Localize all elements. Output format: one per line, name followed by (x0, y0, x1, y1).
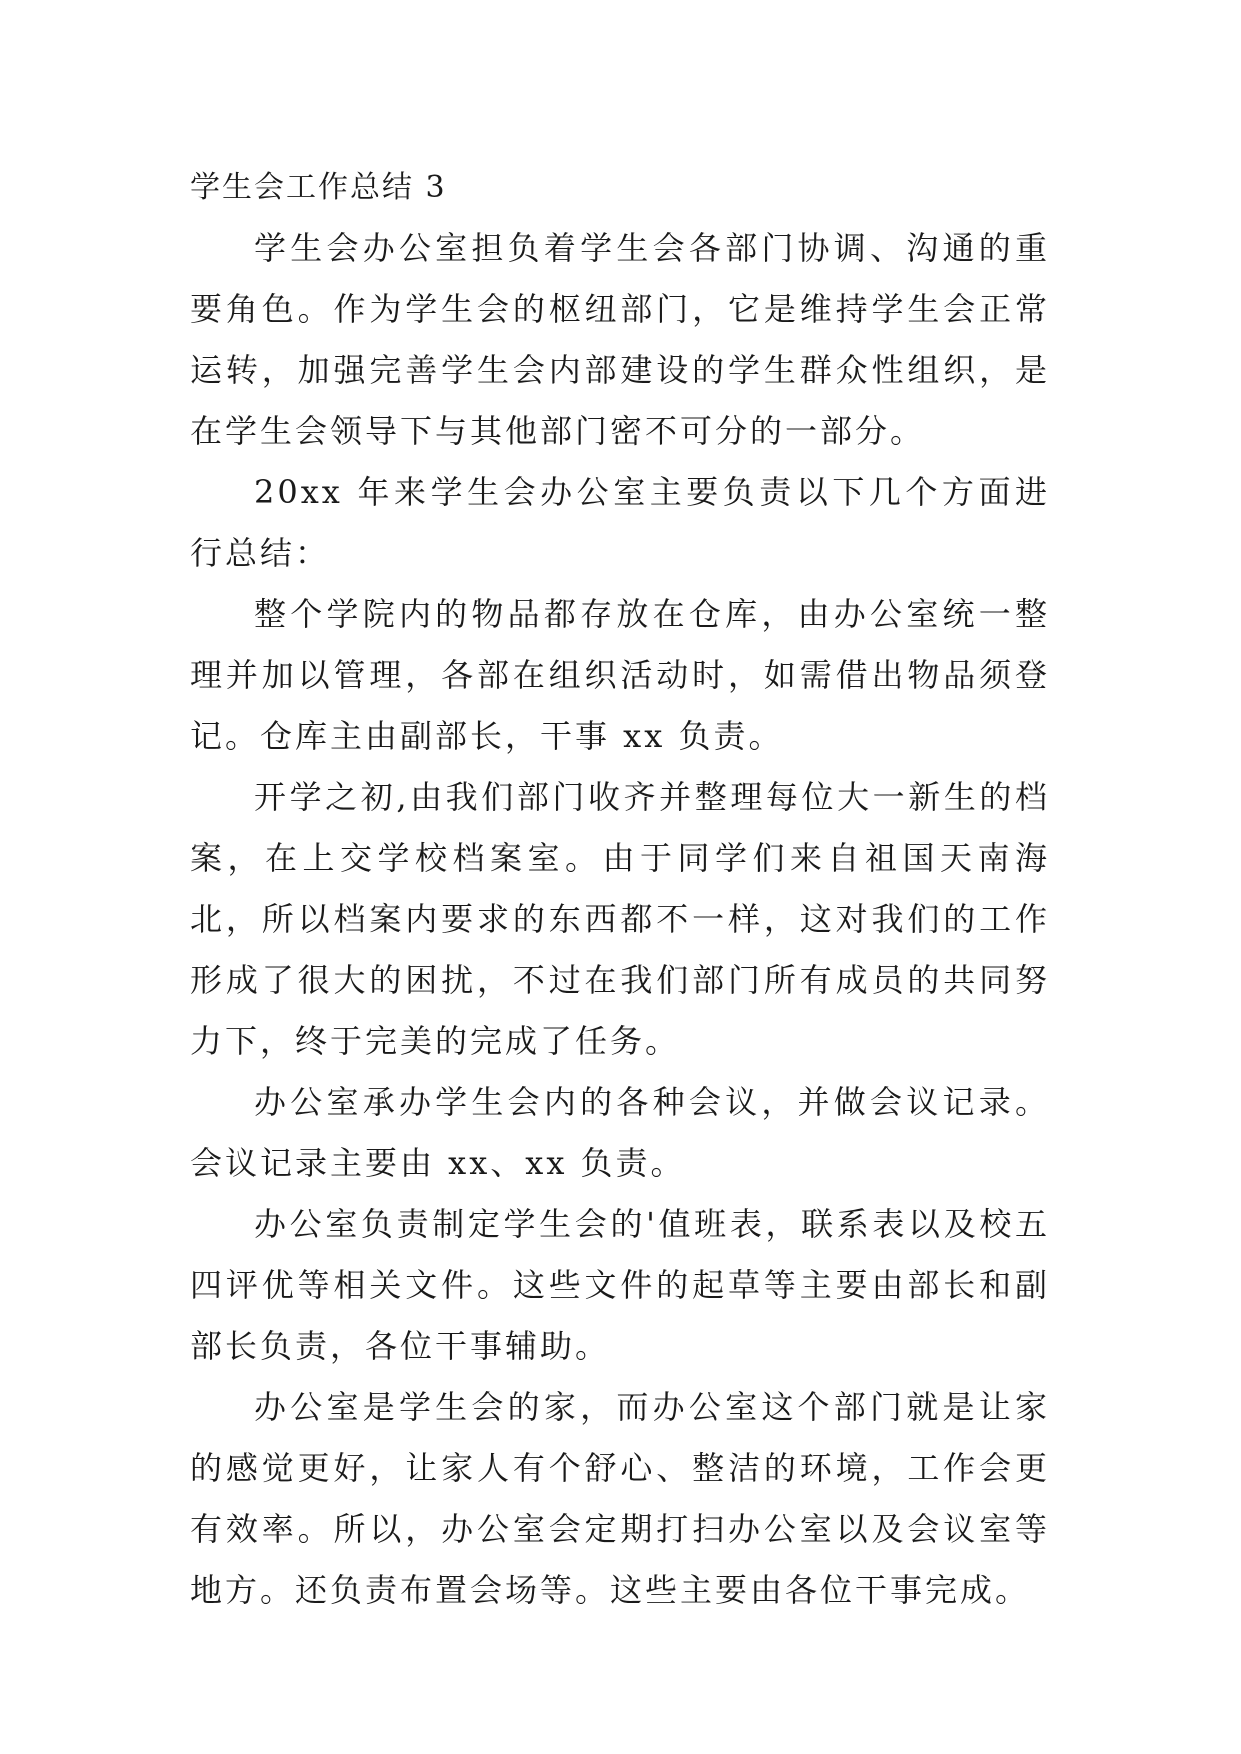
paragraph-3: 整个学院内的物品都存放在仓库，由办公室统一整理并加以管理，各部在组织活动时，如需借出物品须登记。仓库主由副部长，干事 xx 负责。 (190, 595, 1050, 755)
paragraph-7: 办公室是学生会的家，而办公室这个部门就是让家的感觉更好，让家人有个舒心、整洁的环境，工作会更有效率。所以，办公室会定期打扫办公室以及会议室等地方。还负责布置会场等。这些主要由各位干事完成。 (190, 1388, 1050, 1609)
paragraph-2: 20xx 年来学生会办公室主要负责以下几个方面进行总结： (190, 473, 1050, 572)
paragraph-4: 开学之初,由我们部门收齐并整理每位大一新生的档案，在上交学校档案室。由于同学们来自祖国天南海北，所以档案内要求的东西都不一样，这对我们的工作形成了很大的困扰，不过在我们部门所有成员的共同努力下，终于完美的完成了任务。 (190, 778, 1050, 1060)
document-title: 学生会工作总结 3 (190, 170, 447, 205)
paragraph-6: 办公室负责制定学生会的'值班表，联系表以及校五四评优等相关文件。这些文件的起草等主要由部长和副部长负责，各位干事辅助。 (190, 1205, 1050, 1365)
document-body (190, 158, 1050, 1621)
paragraph-1: 学生会办公室担负着学生会各部门协调、沟通的重要角色。作为学生会的枢纽部门，它是维持学生会正常运转，加强完善学生会内部建设的学生群众性组织，是在学生会领导下与其他部门密不可分的一部分。 (190, 229, 1050, 450)
paragraph-5: 办公室承办学生会内的各种会议，并做会议记录。会议记录主要由 xx、xx 负责。 (190, 1083, 1050, 1182)
